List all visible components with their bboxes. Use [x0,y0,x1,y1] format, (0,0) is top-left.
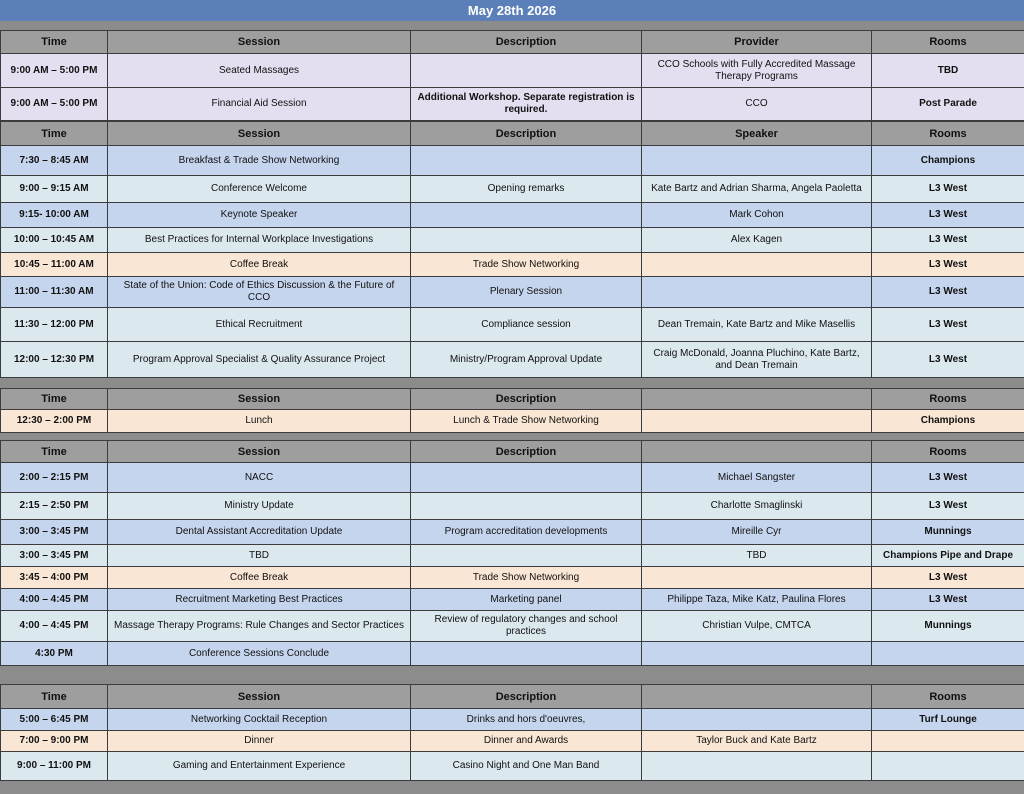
cell-provider: CCO [642,88,872,121]
cell-session: Coffee Break [108,567,411,589]
cell-session: Seated Massages [108,54,411,88]
cell-description: Drinks and hors d'oeuvres, [411,709,642,731]
cell-rooms: L3 West [872,228,1024,253]
cell-session: Gaming and Entertainment Experience [108,752,411,781]
table-header-row [1,122,1024,146]
cell-time: 4:00 – 4:45 PM [1,589,108,611]
column-header-session: Session [108,389,411,410]
cell-provider [642,752,872,781]
column-header-provider [642,389,872,410]
cell-time: 9:00 AM – 5:00 PM [1,88,108,121]
cell-provider: Michael Sangster [642,463,872,493]
cell-description: Dinner and Awards [411,731,642,752]
cell-time: 9:00 – 11:00 PM [1,752,108,781]
cell-description: Trade Show Networking [411,567,642,589]
cell-rooms: L3 West [872,589,1024,611]
cell-description: Ministry/Program Approval Update [411,342,642,378]
column-header-session: Session [108,31,411,54]
cell-description: Review of regulatory changes and school practices [411,611,642,642]
cell-rooms: L3 West [872,308,1024,342]
cell-rooms: Post Parade [872,88,1024,121]
column-header-rooms: Rooms [872,122,1024,146]
cell-time: 4:00 – 4:45 PM [1,611,108,642]
cell-description [411,146,642,176]
cell-rooms [872,752,1024,781]
cell-session: State of the Union: Code of Ethics Discussion & the Future of CCO [108,277,411,308]
column-header-description: Description [411,31,642,54]
cell-rooms: Champions [872,410,1024,433]
column-header-time: Time [1,389,108,410]
column-header-rooms: Rooms [872,441,1024,463]
cell-rooms: Champions [872,146,1024,176]
cell-rooms: L3 West [872,253,1024,277]
cell-rooms: L3 West [872,342,1024,378]
cell-session: Best Practices for Internal Workplace Investigations [108,228,411,253]
table-row [1,545,1024,567]
column-header-description: Description [411,441,642,463]
cell-session: Ministry Update [108,493,411,520]
column-header-session: Session [108,685,411,709]
column-header-session: Session [108,441,411,463]
cell-session: Lunch [108,410,411,433]
cell-session: Financial Aid Session [108,88,411,121]
cell-session: NACC [108,463,411,493]
cell-time: 3:00 – 3:45 PM [1,545,108,567]
table-row [1,342,1024,378]
cell-description [411,545,642,567]
column-header-provider: Speaker [642,122,872,146]
cell-description [411,493,642,520]
table-row [1,642,1024,666]
table-row [1,228,1024,253]
cell-provider: CCO Schools with Fully Accredited Massage Therapy Programs [642,54,872,88]
table-header-row [1,31,1024,54]
cell-description [411,54,642,88]
cell-description: Casino Night and One Man Band [411,752,642,781]
cell-provider [642,253,872,277]
cell-time: 3:00 – 3:45 PM [1,520,108,545]
table-row [1,463,1024,493]
cell-session: Dinner [108,731,411,752]
schedule-table [0,684,1024,781]
cell-time: 9:15- 10:00 AM [1,203,108,228]
cell-time: 2:00 – 2:15 PM [1,463,108,493]
cell-session: Program Approval Specialist & Quality Assurance Project [108,342,411,378]
cell-session: Keynote Speaker [108,203,411,228]
cell-rooms: Munnings [872,611,1024,642]
schedule-table [0,121,1024,378]
cell-time: 2:15 – 2:50 PM [1,493,108,520]
cell-rooms: L3 West [872,493,1024,520]
column-header-session: Session [108,122,411,146]
cell-provider [642,146,872,176]
cell-time: 12:00 – 12:30 PM [1,342,108,378]
cell-time: 10:45 – 11:00 AM [1,253,108,277]
table-header-row [1,441,1024,463]
table-header-row [1,389,1024,410]
table-row [1,611,1024,642]
cell-rooms [872,731,1024,752]
cell-session: Conference Welcome [108,176,411,203]
cell-provider: Dean Tremain, Kate Bartz and Mike Masellis [642,308,872,342]
column-header-time: Time [1,122,108,146]
schedule-table [0,440,1024,666]
table-row [1,731,1024,752]
table-row [1,277,1024,308]
cell-provider: Christian Vulpe, CMTCA [642,611,872,642]
cell-description: Compliance session [411,308,642,342]
table-row [1,567,1024,589]
cell-session: Coffee Break [108,253,411,277]
cell-provider: Philippe Taza, Mike Katz, Paulina Flores [642,589,872,611]
schedule-table [0,30,1024,121]
cell-rooms: L3 West [872,176,1024,203]
cell-time: 10:00 – 10:45 AM [1,228,108,253]
cell-session: Massage Therapy Programs: Rule Changes and Sector Practices [108,611,411,642]
cell-provider [642,709,872,731]
cell-description [411,203,642,228]
cell-time: 9:00 – 9:15 AM [1,176,108,203]
cell-provider: TBD [642,545,872,567]
cell-provider: Craig McDonald, Joanna Pluchino, Kate Bartz, and Dean Tremain [642,342,872,378]
cell-time: 7:30 – 8:45 AM [1,146,108,176]
cell-time: 11:00 – 11:30 AM [1,277,108,308]
cell-description [411,642,642,666]
table-row [1,520,1024,545]
column-header-rooms: Rooms [872,389,1024,410]
cell-session: Ethical Recruitment [108,308,411,342]
cell-description: Trade Show Networking [411,253,642,277]
column-header-provider: Provider [642,31,872,54]
table-row [1,203,1024,228]
cell-provider: Alex Kagen [642,228,872,253]
table-row [1,146,1024,176]
cell-description: Lunch & Trade Show Networking [411,410,642,433]
cell-rooms: L3 West [872,203,1024,228]
cell-session: Recruitment Marketing Best Practices [108,589,411,611]
column-header-description: Description [411,122,642,146]
cell-description [411,228,642,253]
column-header-time: Time [1,441,108,463]
cell-description: Marketing panel [411,589,642,611]
column-header-provider [642,441,872,463]
table-row [1,253,1024,277]
cell-session: TBD [108,545,411,567]
cell-provider [642,410,872,433]
cell-time: 4:30 PM [1,642,108,666]
column-header-time: Time [1,685,108,709]
table-row [1,752,1024,781]
cell-session: Networking Cocktail Reception [108,709,411,731]
column-header-provider [642,685,872,709]
cell-description: Plenary Session [411,277,642,308]
table-header-row [1,685,1024,709]
table-row [1,176,1024,203]
column-header-description: Description [411,685,642,709]
cell-rooms: L3 West [872,277,1024,308]
table-row [1,54,1024,88]
cell-time: 12:30 – 2:00 PM [1,410,108,433]
cell-provider: Taylor Buck and Kate Bartz [642,731,872,752]
cell-rooms [872,642,1024,666]
table-row [1,709,1024,731]
column-header-time: Time [1,31,108,54]
table-row [1,308,1024,342]
cell-rooms: L3 West [872,463,1024,493]
table-row [1,493,1024,520]
cell-time: 3:45 – 4:00 PM [1,567,108,589]
cell-provider: Mark Cohon [642,203,872,228]
cell-provider: Charlotte Smaglinski [642,493,872,520]
cell-provider [642,567,872,589]
schedule-table [0,388,1024,433]
cell-provider [642,277,872,308]
cell-description: Additional Workshop. Separate registration is required. [411,88,642,121]
cell-description: Opening remarks [411,176,642,203]
column-header-rooms: Rooms [872,31,1024,54]
column-header-description: Description [411,389,642,410]
table-row [1,589,1024,611]
cell-rooms: L3 West [872,567,1024,589]
cell-description [411,463,642,493]
cell-rooms: TBD [872,54,1024,88]
cell-rooms: Munnings [872,520,1024,545]
cell-time: 5:00 – 6:45 PM [1,709,108,731]
cell-provider: Kate Bartz and Adrian Sharma, Angela Paoletta [642,176,872,203]
cell-time: 11:30 – 12:00 PM [1,308,108,342]
cell-rooms: Champions Pipe and Drape [872,545,1024,567]
table-row [1,410,1024,433]
cell-time: 7:00 – 9:00 PM [1,731,108,752]
cell-session: Dental Assistant Accreditation Update [108,520,411,545]
cell-provider [642,642,872,666]
column-header-rooms: Rooms [872,685,1024,709]
table-row [1,88,1024,121]
cell-provider: Mireille Cyr [642,520,872,545]
cell-description: Program accreditation developments [411,520,642,545]
cell-session: Conference Sessions Conclude [108,642,411,666]
cell-time: 9:00 AM – 5:00 PM [1,54,108,88]
cell-session: Breakfast & Trade Show Networking [108,146,411,176]
page-title: May 28th 2026 [0,0,1024,21]
cell-rooms: Turf Lounge [872,709,1024,731]
